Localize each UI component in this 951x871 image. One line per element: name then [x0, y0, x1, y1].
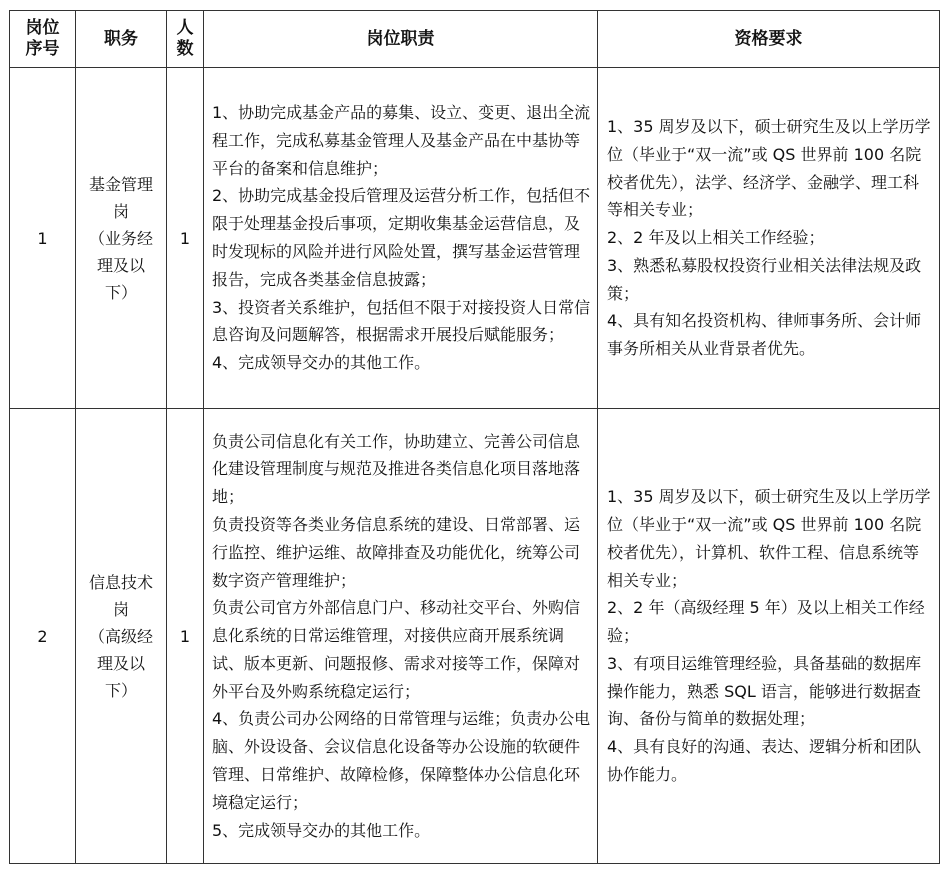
duty-item: 1、协助完成基金产品的募集、设立、变更、退出全流程工作，完成私募基金管理人及基金产品在中基协等平台的备案和信息维护；: [212, 103, 591, 178]
job-table: [9, 10, 940, 864]
header-requirements: 资格要求: [598, 11, 940, 68]
job-table-wrapper: [9, 10, 940, 864]
row-requirements: [598, 409, 940, 864]
table-row: [10, 409, 940, 864]
requirement-item: 2、2 年及以上相关工作经验；: [607, 228, 825, 248]
duty-item: 负责公司信息化有关工作，协助建立、完善公司信息化建设管理制度与规范及推进各类信息化项目落地落地；: [212, 431, 581, 507]
duty-item: 4、完成领导交办的其他工作。: [212, 353, 431, 373]
header-duties: 岗位职责: [204, 11, 598, 68]
row-duties: [204, 409, 598, 864]
row-count: 1: [167, 409, 204, 864]
row-requirements: [598, 68, 940, 409]
requirement-item: 1、35 周岁及以下，硕士研究生及以上学历学位（毕业于“双一流”或 QS 世界前 100 名院校者优先），计算机、软件工程、信息系统等相关专业；: [607, 487, 931, 590]
row-count: 1: [167, 68, 204, 409]
duty-item: 负责投资等各类业务信息系统的建设、日常部署、运行监控、维护运维、故障排查及功能优化，统筹公司数字资产管理维护；: [212, 514, 581, 590]
requirement-item: 4、具有知名投资机构、律师事务所、会计师事务所相关从业背景者优先。: [607, 311, 922, 359]
row-seq: 2: [10, 409, 76, 864]
duty-item: 2、协助完成基金投后管理及运营分析工作，包括但不限于处理基金投后事项，定期收集基金运营信息，及时发现标的风险并进行风险处置，撰写基金运营管理报告，完成各类基金信息披露；: [212, 186, 591, 289]
header-row: [10, 11, 940, 68]
duty-item: 负责公司官方外部信息门户、移动社交平台、外购信息化系统的日常运维管理，对接供应商开展系统调试、版本更新、问题报修、需求对接等工作，保障对外平台及外购系统稳定运行；: [212, 598, 581, 701]
requirement-item: 3、熟悉私募股权投资行业相关法律法规及政策；: [607, 255, 922, 303]
header-seq: 岗位 序号: [10, 11, 76, 68]
header-title: 职务: [76, 11, 167, 68]
row-duties: [204, 68, 598, 409]
duty-item: 5、完成领导交办的其他工作。: [212, 820, 431, 840]
duty-item: 4、负责公司办公网络的日常管理与运维；负责办公电脑、外设设备、会议信息化设备等办公设施的软硬件管理、日常维护、故障检修，保障整体办公信息化环境稳定运行；: [212, 709, 591, 812]
requirement-item: 3、有项目运维管理经验，具备基础的数据库操作能力，熟悉 SQL 语言，能够进行数据查询、备份与简单的数据处理；: [607, 653, 922, 729]
requirement-item: 2、2 年（高级经理 5 年）及以上相关工作经验；: [607, 598, 925, 646]
requirement-item: 1、35 周岁及以下，硕士研究生及以上学历学位（毕业于“双一流”或 QS 世界前 100 名院校者优先），法学、经济学、金融学、理工科等相关专业；: [607, 116, 931, 220]
header-count: 人 数: [167, 11, 204, 68]
duty-item: 3、投资者关系维护，包括但不限于对接投资人日常信息咨询及问题解答，根据需求开展投后赋能服务；: [212, 297, 591, 345]
requirement-item: 4、具有良好的沟通、表达、逻辑分析和团队协作能力。: [607, 737, 922, 785]
row-seq: 1: [10, 68, 76, 409]
row-title: 基金管理 岗 （业务经 理及以 下）: [76, 68, 167, 409]
row-title: 信息技术 岗 （高级经 理及以 下）: [76, 409, 167, 864]
table-row: [10, 68, 940, 409]
